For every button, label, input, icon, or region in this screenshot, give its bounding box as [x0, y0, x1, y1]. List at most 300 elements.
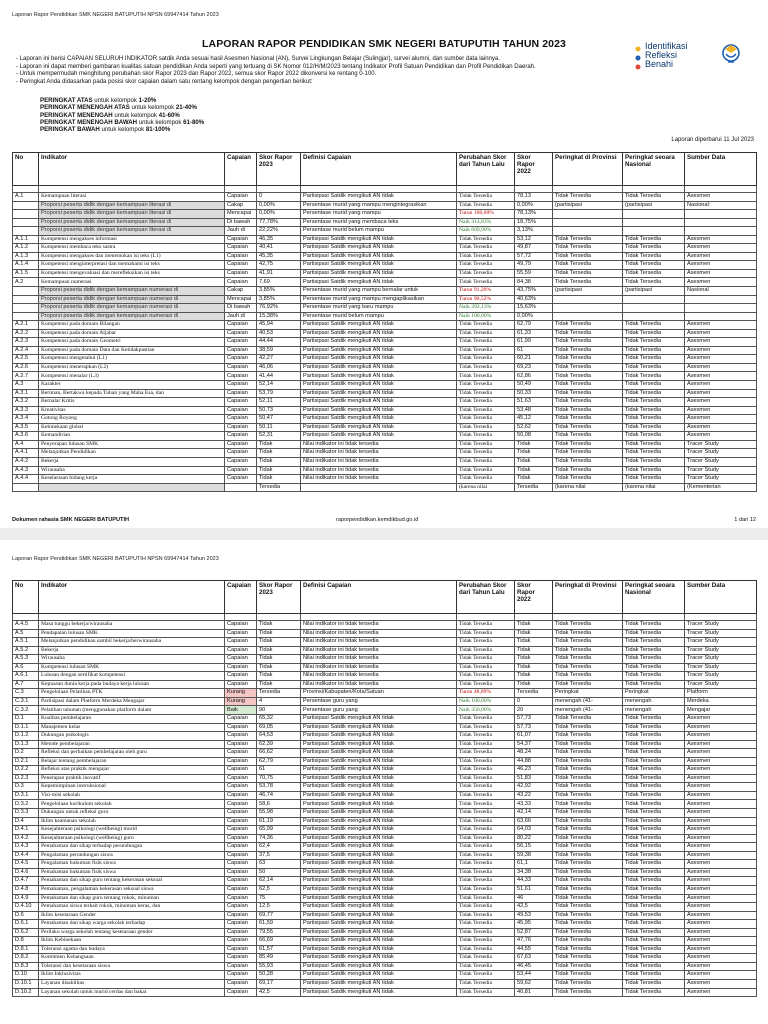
- data-source: Asesmen: [685, 826, 757, 835]
- province-rank: Tidak Tersedia: [553, 749, 623, 758]
- indicator-code: A.5: [13, 629, 39, 638]
- score-change: Turun 90,52%: [457, 295, 515, 304]
- province-rank: Tidak Tersedia: [553, 406, 623, 415]
- score-change: Tidak Tersedia: [457, 663, 515, 672]
- table-row: [13, 894, 757, 903]
- national-rank: Tidak Tersedia: [623, 954, 685, 963]
- score-2022: Tidak: [515, 646, 553, 655]
- indicator-name: Bekerja: [39, 457, 225, 466]
- achievement-label: Capaian: [225, 740, 257, 749]
- score-2022: 51,61: [515, 885, 553, 894]
- score-2022: 46,23: [515, 766, 553, 775]
- indicator-code: D.6.2: [13, 928, 39, 937]
- achievement-label: Capaian: [225, 193, 257, 202]
- national-rank: Tidak Tersedia: [623, 363, 685, 372]
- achievement-label: Capaian: [225, 449, 257, 458]
- score-2023: 42,27: [257, 355, 301, 364]
- indicator-name: Masa tunggu bekerja/wirausaha: [39, 621, 225, 630]
- achievement-label: [225, 483, 257, 492]
- achievement-label: Capaian: [225, 261, 257, 270]
- achievement-definition: Persentase murid yang mampu bernalar untuk: [301, 287, 457, 296]
- score-change: Tidak Tersedia: [457, 261, 515, 270]
- table-row: [13, 355, 757, 364]
- province-rank: (partisipasi: [553, 201, 623, 210]
- national-rank: Tidak Tersedia: [623, 817, 685, 826]
- province-rank: Tidak Tersedia: [553, 945, 623, 954]
- table-row: [13, 937, 757, 946]
- achievement-label: Capaian: [225, 663, 257, 672]
- achievement-label: Capaian: [225, 646, 257, 655]
- national-rank: Tidak Tersedia: [623, 826, 685, 835]
- indicator-code: A.2.7: [13, 372, 39, 381]
- achievement-definition: Partisipasi Satdik mengikuti AN tidak: [301, 715, 457, 724]
- score-2023: 38,59: [257, 346, 301, 355]
- score-change: Naik 100,00%: [457, 312, 515, 321]
- score-change: Tidak Tersedia: [457, 638, 515, 647]
- score-2022: 43,33: [515, 800, 553, 809]
- national-rank: Tidak Tersedia: [623, 449, 685, 458]
- footer-confidential: Dokumen rahasia SMK NEGERI BATUPUTIH: [12, 517, 130, 523]
- achievement-definition: Nilai indikator ini tidak tersedia: [301, 475, 457, 484]
- achievement-label: Capaian: [225, 894, 257, 903]
- score-2023: 12,5: [257, 903, 301, 912]
- achievement-label: Capaian: [225, 749, 257, 758]
- table-row: [13, 346, 757, 355]
- data-source: [685, 295, 757, 304]
- indicator-name: Kreativitas: [39, 406, 225, 415]
- achievement-definition: Nilai indikator ini tidak tersedia: [301, 680, 457, 689]
- indicator-name: Proporsi peserta didik dengan kemampuan numerasi di: [39, 304, 225, 313]
- score-2022: 69,23: [515, 363, 553, 372]
- national-rank: [623, 304, 685, 313]
- data-source: Asesmen: [685, 860, 757, 869]
- province-rank: [553, 312, 623, 321]
- table-row: [13, 287, 757, 296]
- table-row: [13, 475, 757, 484]
- score-2022: 34,38: [515, 868, 553, 877]
- data-source: Tracer Study: [685, 457, 757, 466]
- score-2023: 66,62: [257, 749, 301, 758]
- indicator-code: [13, 210, 39, 219]
- indicator-name: Layanan disabilitas: [39, 979, 225, 988]
- province-rank: [553, 295, 623, 304]
- province-rank: Tidak Tersedia: [553, 475, 623, 484]
- data-source: Asesmen: [685, 817, 757, 826]
- table-row: [13, 423, 757, 432]
- indicator-name: Kompetensi mengetahui (L1): [39, 355, 225, 364]
- score-2022: Tersedia: [515, 689, 553, 698]
- score-change: Tidak Tersedia: [457, 954, 515, 963]
- column-header: Peringkat di Provinsi: [553, 153, 623, 186]
- score-change: Tidak Tersedia: [457, 449, 515, 458]
- score-2022: 67,63: [515, 954, 553, 963]
- intro-line: - Laporan ini berisi CAPAIAN SELURUH INDIKATOR satdik Anda sesuai hasil Asesmen Nasional (AN), Survei Lingkungan Belajar (Sulingjar), survei alumni, dan sumber data lainnya.: [16, 56, 500, 62]
- score-2022: Tidak: [515, 638, 553, 647]
- table-row: [13, 774, 757, 783]
- score-2022: 45,95: [515, 920, 553, 929]
- score-change: Naik 392,13%: [457, 304, 515, 313]
- score-2023: 44,44: [257, 338, 301, 347]
- achievement-definition: Partisipasi Satdik mengikuti AN tidak: [301, 432, 457, 441]
- indicator-name: Melanjutkan pendidikan sambil bekerja/berwirausaha: [39, 638, 225, 647]
- indicator-name: Kompetensi mengakses dan menemukan isi teks (L1): [39, 252, 225, 261]
- indicator-name: Kompetensi menalar (L3): [39, 372, 225, 381]
- province-rank: Tidak Tersedia: [553, 715, 623, 724]
- national-rank: Tidak Tersedia: [623, 783, 685, 792]
- achievement-definition: Partisipasi Satdik mengikuti AN tidak: [301, 817, 457, 826]
- score-2023: 61,57: [257, 945, 301, 954]
- achievement-label: Capaian: [225, 920, 257, 929]
- table-row: [13, 261, 757, 270]
- achievement-label: Capaian: [225, 244, 257, 253]
- data-source: Tracer Study: [685, 621, 757, 630]
- achievement-definition: Partisipasi Satdik mengikuti AN tidak: [301, 851, 457, 860]
- indicator-code: A.2.3: [13, 338, 39, 347]
- achievement-definition: [301, 483, 457, 492]
- score-2023: 62,39: [257, 740, 301, 749]
- score-2023: 50,73: [257, 406, 301, 415]
- achievement-definition: Partisipasi Satdik mengikuti AN tidak: [301, 732, 457, 741]
- score-change: Tidak Tersedia: [457, 457, 515, 466]
- national-rank: Peringkat: [623, 689, 685, 698]
- indicator-name: Kepemimpinan instruksional: [39, 783, 225, 792]
- province-rank: Tidak Tersedia: [553, 629, 623, 638]
- score-change: Tidak Tersedia: [457, 278, 515, 287]
- score-change: Tidak Tersedia: [457, 774, 515, 783]
- table-row: [13, 201, 757, 210]
- data-source: Nasional: [685, 287, 757, 296]
- score-change: Tidak Tersedia: [457, 903, 515, 912]
- table-row: [13, 826, 757, 835]
- achievement-label: Capaian: [225, 757, 257, 766]
- data-source: Asesmen: [685, 346, 757, 355]
- indicator-name: Kompetensi pada domain Data dan Ketidakpastian: [39, 346, 225, 355]
- national-rank: Tidak Tersedia: [623, 646, 685, 655]
- achievement-label: Di bawah: [225, 218, 257, 227]
- score-2023: 52,14: [257, 381, 301, 390]
- score-2022: Tidak: [515, 457, 553, 466]
- score-2023: 22,22%: [257, 227, 301, 236]
- national-rank: Tidak Tersedia: [623, 834, 685, 843]
- table-row: [13, 398, 757, 407]
- score-2023: 65,99: [257, 826, 301, 835]
- achievement-label: Capaian: [225, 406, 257, 415]
- achievement-definition: Partisipasi Satdik mengikuti AN tidak: [301, 269, 457, 278]
- achievement-label: Capaian: [225, 475, 257, 484]
- data-source: Asesmen: [685, 355, 757, 364]
- data-source: Asesmen: [685, 920, 757, 929]
- achievement-definition: Nilai indikator ini tidak tersedia: [301, 646, 457, 655]
- indicator-name: Proporsi peserta didik dengan kemampuan literasi di: [39, 210, 225, 219]
- province-rank: Tidak Tersedia: [553, 655, 623, 664]
- score-2023: 55,93: [257, 962, 301, 971]
- province-rank: Peringkat: [553, 689, 623, 698]
- score-2023: 45,94: [257, 321, 301, 330]
- column-header: Peringkat seoara Nasional: [623, 581, 685, 614]
- achievement-label: Capaian: [225, 638, 257, 647]
- achievement-label: Capaian: [225, 851, 257, 860]
- table-row: [13, 227, 757, 236]
- score-2023: 46,35: [257, 235, 301, 244]
- achievement-label: Capaian: [225, 655, 257, 664]
- province-rank: (partisipasi: [553, 287, 623, 296]
- achievement-definition: Partisipasi Satdik mengikuti AN tidak: [301, 868, 457, 877]
- score-change: Tidak Tersedia: [457, 766, 515, 775]
- ranking-level: PERINGKAT BAWAH untuk kelompok 81-100%: [40, 126, 171, 134]
- score-2023: 61,59: [257, 920, 301, 929]
- indicator-code: D.4.2: [13, 834, 39, 843]
- table-row: [13, 432, 757, 441]
- achievement-label: Capaian: [225, 372, 257, 381]
- achievement-label: Capaian: [225, 466, 257, 475]
- score-2023: 62,14: [257, 877, 301, 886]
- score-2023: Tersedia: [257, 689, 301, 698]
- indicator-name: Wirausaha: [39, 466, 225, 475]
- national-rank: [623, 312, 685, 321]
- achievement-definition: Partisipasi Satdik mengikuti AN tidak: [301, 988, 457, 997]
- score-change: Tidak Tersedia: [457, 363, 515, 372]
- score-2022: 78,13: [515, 193, 553, 202]
- column-header: Skor Rapor 2022: [515, 153, 553, 186]
- data-source: Tracer Study: [685, 655, 757, 664]
- score-2023: 64,53: [257, 732, 301, 741]
- score-change: Tidak Tersedia: [457, 389, 515, 398]
- province-rank: menengah (41-: [553, 697, 623, 706]
- achievement-label: Capaian: [225, 423, 257, 432]
- table-row: [13, 723, 757, 732]
- score-2022: 46: [515, 894, 553, 903]
- achievement-label: Capaian: [225, 843, 257, 852]
- score-2023: 58,6: [257, 800, 301, 809]
- achievement-definition: Partisipasi Satdik mengikuti AN tidak: [301, 252, 457, 261]
- achievement-definition: Partisipasi Satdik mengikuti AN tidak: [301, 338, 457, 347]
- score-change: Tidak Tersedia: [457, 885, 515, 894]
- score-change: Tidak Tersedia: [457, 406, 515, 415]
- province-rank: Tidak Tersedia: [553, 663, 623, 672]
- national-rank: Tidak Tersedia: [623, 962, 685, 971]
- indicator-name: Pelatihan tahunan (menggunakan platform dalam: [39, 706, 225, 715]
- indicator-name: Kompetensi pada domain Geometri: [39, 338, 225, 347]
- data-source: Asesmen: [685, 868, 757, 877]
- achievement-definition: Partisipasi Satdik mengikuti AN tidak: [301, 937, 457, 946]
- national-rank: Tidak Tersedia: [623, 338, 685, 347]
- indicator-code: D.6.1: [13, 920, 39, 929]
- province-rank: Tidak Tersedia: [553, 800, 623, 809]
- data-source: Asesmen: [685, 252, 757, 261]
- data-source: Asesmen: [685, 406, 757, 415]
- indicator-name: Proporsi peserta didik dengan kemampuan numerasi di: [39, 287, 225, 296]
- score-2022: 61,33: [515, 329, 553, 338]
- province-rank: Tidak Tersedia: [553, 962, 623, 971]
- achievement-definition: Nilai indikator ini tidak tersedia: [301, 663, 457, 672]
- score-2023: Tidak: [257, 449, 301, 458]
- achievement-label: Capaian: [225, 338, 257, 347]
- data-source: Asesmen: [685, 261, 757, 270]
- indicator-name: Dukungan psikologis: [39, 732, 225, 741]
- table-row: [13, 252, 757, 261]
- data-source: Tracer Study: [685, 475, 757, 484]
- score-2023: 41,44: [257, 372, 301, 381]
- province-rank: Tidak Tersedia: [553, 723, 623, 732]
- indicator-code: A.1.3: [13, 252, 39, 261]
- table-row: [13, 766, 757, 775]
- indicator-code: C.3: [13, 689, 39, 698]
- achievement-label: Capaian: [225, 800, 257, 809]
- indicator-code: D.2.2: [13, 766, 39, 775]
- footer-url: raporpendidikan.kemdikbud.go.id: [336, 517, 419, 523]
- indicator-name: Komitmen Kebangsaan: [39, 954, 225, 963]
- achievement-definition: Partisipasi Satdik mengikuti AN tidak: [301, 954, 457, 963]
- score-change: Turun 48,89%: [457, 689, 515, 698]
- indicator-code: A.5.3: [13, 655, 39, 664]
- data-source: Platform: [685, 689, 757, 698]
- national-rank: Tidak Tersedia: [623, 860, 685, 869]
- score-change: Tidak Tersedia: [457, 346, 515, 355]
- score-2023: 46,06: [257, 363, 301, 372]
- score-change: Tidak Tersedia: [457, 629, 515, 638]
- achievement-label: Capaian: [225, 415, 257, 424]
- data-source: [685, 304, 757, 313]
- table-row: [13, 783, 757, 792]
- national-rank: Tidak Tersedia: [623, 372, 685, 381]
- table-row: [13, 638, 757, 647]
- national-rank: menengah: [623, 706, 685, 715]
- data-source: Asesmen: [685, 278, 757, 287]
- achievement-label: Capaian: [225, 715, 257, 724]
- score-change: Tidak Tersedia: [457, 338, 515, 347]
- table-row: [13, 457, 757, 466]
- score-2023: 0: [257, 193, 301, 202]
- score-2022: Tidak: [515, 466, 553, 475]
- indicator-name: Refleksi dan perbaikan pembelajaran oleh guru: [39, 749, 225, 758]
- score-2022: 61,1: [515, 860, 553, 869]
- indicator-code: A.4.2: [13, 457, 39, 466]
- indicator-code: D.1.1: [13, 723, 39, 732]
- achievement-definition: Nilai indikator ini tidak tersedia: [301, 621, 457, 630]
- national-rank: [623, 218, 685, 227]
- province-rank: Tidak Tersedia: [553, 885, 623, 894]
- national-rank: Tidak Tersedia: [623, 278, 685, 287]
- national-rank: Tidak Tersedia: [623, 329, 685, 338]
- province-rank: Tidak Tersedia: [553, 757, 623, 766]
- column-header: Sumber Data: [685, 581, 757, 614]
- national-rank: Tidak Tersedia: [623, 920, 685, 929]
- score-change: Tidak Tersedia: [457, 723, 515, 732]
- indicator-name: Kompetensi pada domain Aljabar: [39, 329, 225, 338]
- achievement-label: Capaian: [225, 928, 257, 937]
- score-2022: Tidak: [515, 663, 553, 672]
- achievement-definition: Partisipasi Satdik mengikuti AN tidak: [301, 843, 457, 852]
- achievement-label: Cakap: [225, 287, 257, 296]
- score-2022: 42,92: [515, 783, 553, 792]
- column-header: Peringkat seoara Nasional: [623, 153, 685, 186]
- achievement-definition: Partisipasi Satdik mengikuti AN tidak: [301, 800, 457, 809]
- indicator-code: A.1.1: [13, 235, 39, 244]
- province-rank: Tidak Tersedia: [553, 398, 623, 407]
- column-header: Indikator: [39, 153, 225, 186]
- data-source: Asesmen: [685, 244, 757, 253]
- table-row: [13, 193, 757, 202]
- table-row: [13, 928, 757, 937]
- achievement-definition: Partisipasi Satdik mengikuti AN tidak: [301, 321, 457, 330]
- indicator-code: D.8: [13, 937, 39, 946]
- indicator-code: D.2.3: [13, 774, 39, 783]
- achievement-definition: Persentase murid yang mampu mengaplikasikan: [301, 295, 457, 304]
- table-row: [13, 903, 757, 912]
- indicator-code: A.3: [13, 381, 39, 390]
- table-row: [13, 800, 757, 809]
- svg-text:Refleksi: Refleksi: [645, 50, 678, 60]
- score-2022: 57,73: [515, 723, 553, 732]
- achievement-label: Capaian: [225, 877, 257, 886]
- table-row: [13, 210, 757, 219]
- svg-text:Identifikasi: Identifikasi: [645, 41, 688, 51]
- province-rank: Tidak Tersedia: [553, 954, 623, 963]
- province-rank: Tidak Tersedia: [553, 355, 623, 364]
- column-header: Sumber Data: [685, 153, 757, 186]
- score-change: Naik 100,00%: [457, 697, 515, 706]
- achievement-label: Di bawah: [225, 304, 257, 313]
- indicator-code: D.2: [13, 749, 39, 758]
- score-2023: 52,11: [257, 398, 301, 407]
- ranking-level: PERINGKAT MENENGAH BAWAH untuk kelompok 61-80%: [40, 118, 205, 126]
- data-source: Mengajar: [685, 706, 757, 715]
- province-rank: Tidak Tersedia: [553, 244, 623, 253]
- province-rank: Tidak Tersedia: [553, 440, 623, 449]
- achievement-definition: Partisipasi Satdik mengikuti AN tidak: [301, 962, 457, 971]
- indicator-code: A.4.1: [13, 449, 39, 458]
- achievement-label: Capaian: [225, 945, 257, 954]
- page-separator: [0, 528, 768, 540]
- indicator-code: A.2.5: [13, 355, 39, 364]
- national-rank: Tidak Tersedia: [623, 894, 685, 903]
- national-rank: Tidak Tersedia: [623, 432, 685, 441]
- national-rank: Tidak Tersedia: [623, 843, 685, 852]
- achievement-label: Capaian: [225, 817, 257, 826]
- national-rank: Tidak Tersedia: [623, 655, 685, 664]
- indicator-name: Bekerja: [39, 646, 225, 655]
- score-change: Tidak Tersedia: [457, 432, 515, 441]
- achievement-label: Capaian: [225, 235, 257, 244]
- data-source: Asesmen: [685, 363, 757, 372]
- score-2023: 15,38%: [257, 312, 301, 321]
- score-2022: 50,08: [515, 432, 553, 441]
- indicator-code: D.3.3: [13, 809, 39, 818]
- data-source: [685, 312, 757, 321]
- indicator-code: D.4.1: [13, 826, 39, 835]
- achievement-definition: Partisipasi Satdik mengikuti AN tidak: [301, 381, 457, 390]
- achievement-label: Capaian: [225, 252, 257, 261]
- national-rank: Tidak Tersedia: [623, 766, 685, 775]
- data-source: Asesmen: [685, 398, 757, 407]
- score-2023: 69,77: [257, 911, 301, 920]
- indicator-name: Dukungan untuk refleksi guru: [39, 809, 225, 818]
- score-2022: 49,87: [515, 244, 553, 253]
- table-row: [13, 655, 757, 664]
- data-source: (Kementerian: [685, 483, 757, 492]
- score-2023: 76,92%: [257, 304, 301, 313]
- score-change: Tidak Tersedia: [457, 800, 515, 809]
- national-rank: [623, 210, 685, 219]
- score-2023: 40,41: [257, 244, 301, 253]
- table-row: [13, 834, 757, 843]
- achievement-definition: Partisipasi Satdik mengikuti AN tidak: [301, 791, 457, 800]
- indicator-name: Layanan sekolah untuk murid cerdas dan bakat: [39, 988, 225, 997]
- ranking-level: PERINGKAT ATAS untuk kelompok 1-20%: [40, 97, 157, 104]
- score-2022: 0: [515, 697, 553, 706]
- data-source: Asesmen: [685, 962, 757, 971]
- achievement-definition: Nilai indikator ini tidak tersedia: [301, 672, 457, 681]
